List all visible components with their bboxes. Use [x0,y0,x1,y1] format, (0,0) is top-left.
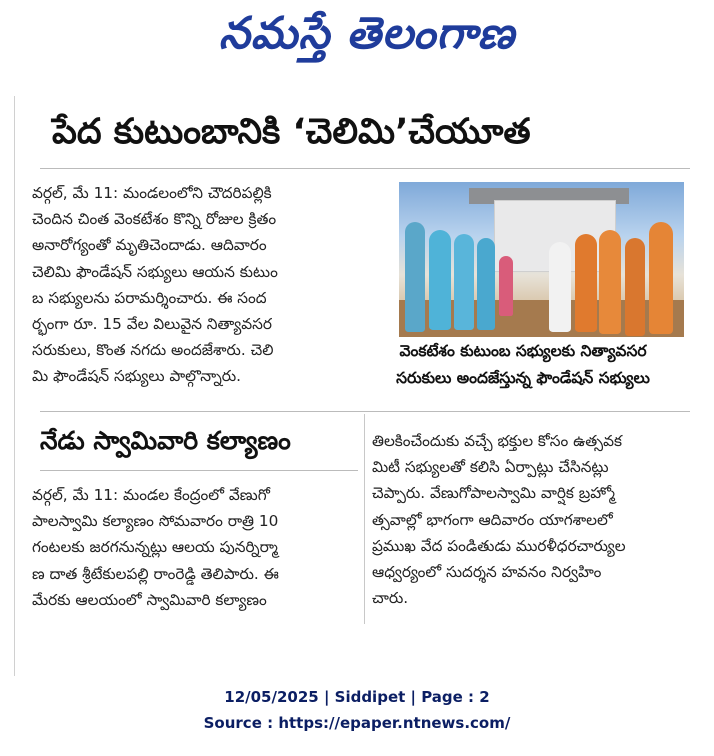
article1-headline: పేద కుటుంబానికి ‘చెలిమి’చేయూత [52,112,531,152]
article2-body-left: వర్గల్‌, మే 11: మండల కేంద్రంలో వేణుగో పాలస్వామి కల్యాణం సోమవారం రాత్రి 10 గంటలకు జరగనున్నట్లు ఆలయ పునర్నిర్మా ణ దాత శ్రీటేకులపల్లి రాంరెడ్డి తెలిపారు. ఈ మేరకు ఆలయంలో స్వామివారి కల్యాణం [32,486,279,609]
divider [40,168,690,169]
article2-headline: నేడు స్వామివారి కల్యాణం [40,426,291,455]
left-border [14,96,15,676]
divider [40,470,358,471]
masthead-logo: నమస్తే తెలంగాణ [218,8,516,59]
column-divider [364,414,365,624]
article2-body-right: తిలకించేందుకు వచ్చే భక్తుల కోసం ఉత్సవక మిటీ సభ్యులతో కలిసి ఏర్పాట్లు చేసినట్లు చెప్పారు. వేణుగోపాలస్వామి వార్షిక బ్రహ్మో త్సవాల్లో భాగంగా ఆదివారం యాగశాలలో ప్రముఖ వేద పండితుడు మురళీధరచార్యుల ఆధ్వర్యంలో సుదర్శన హవనం నిర్వహిం చారు. [372,432,626,608]
divider [40,411,690,412]
article1-body: వర్గల్‌, మే 11: మండలంలోని చౌదరిపల్లికి చెందిన చింత వెంకటేశం కొన్ని రోజుల క్రితం అనారోగ్యంతో మృతిచెందాడు. ఆదివారం చెలిమి ఫౌండేషన్‌ సభ్యులు ఆయన కుటుం బ సభ్యులను పరామర్శించారు. ఈ సంద ర్భంగా రూ. 15 వేల విలువైన నిత్యావసర సరుకులు, కొంత నగదు అందజేశారు. చెలి మి ఫౌండేషన్‌ సభ్యులు పాల్గొన్నారు. [32,184,278,386]
photo-caption: వెంకటేశం కుటుంబ సభ్యులకు నిత్యావసర సరుకులు అందజేస్తున్న ఫౌండేషన్‌ సభ్యులు [396,342,650,387]
news-photo [399,182,684,337]
footer-source: Source : https://epaper.ntnews.com/ [203,714,511,732]
footer-date-page: 12/05/2025 | Siddipet | Page : 2 [224,688,490,706]
newspaper-clipping [12,0,702,676]
